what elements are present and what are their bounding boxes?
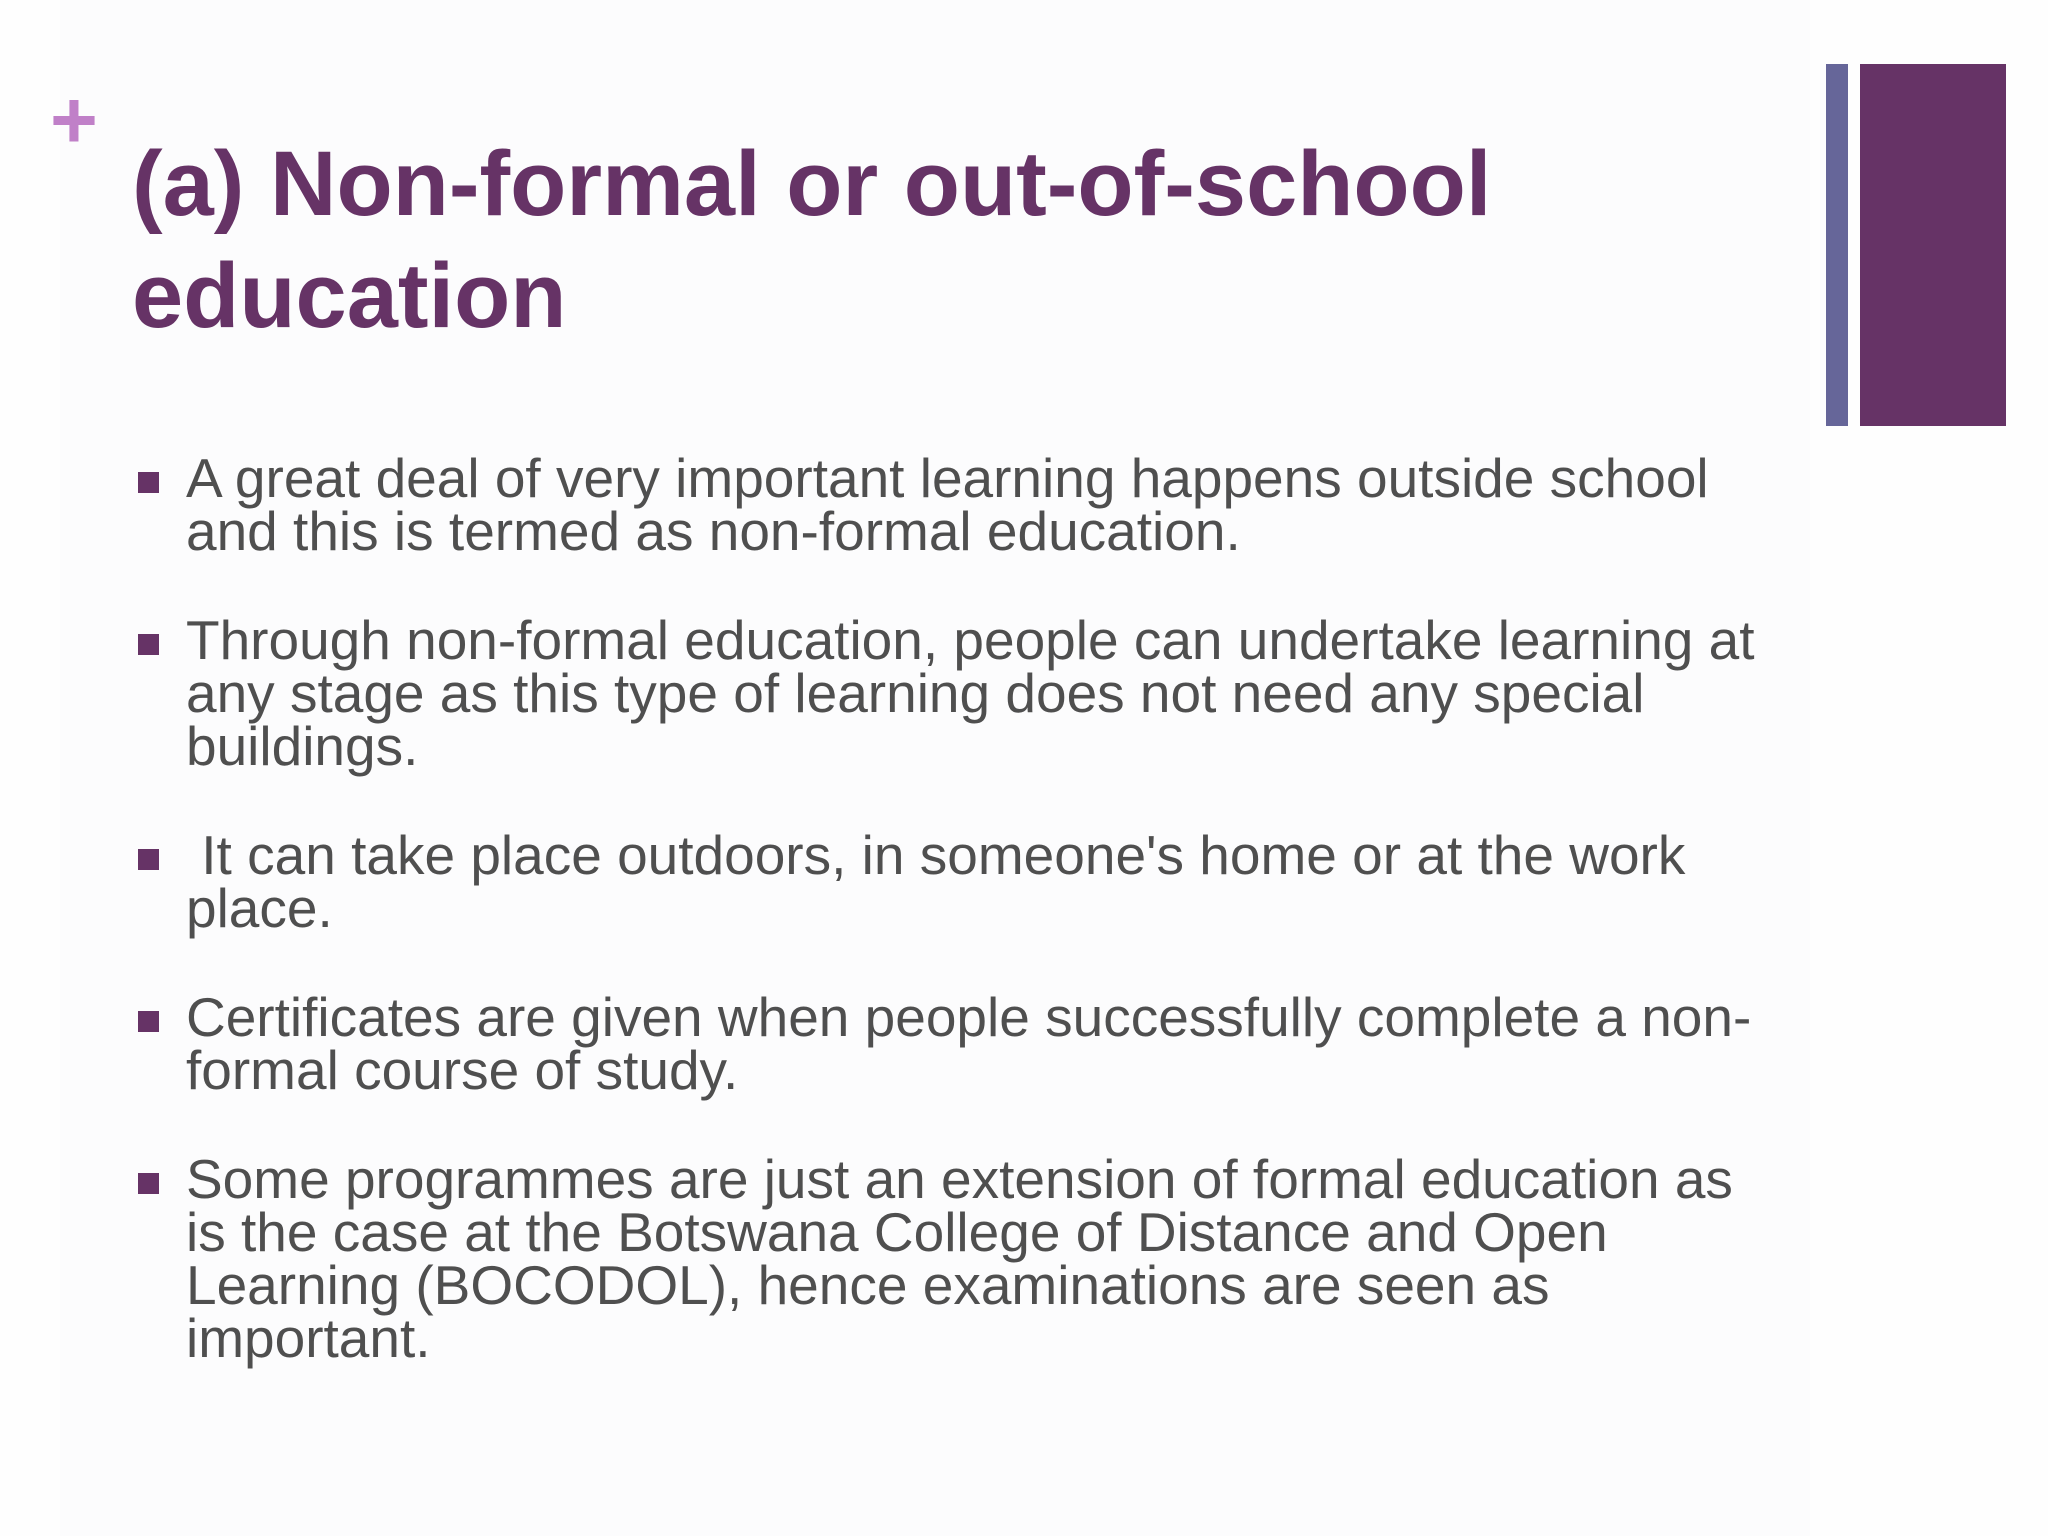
bullet-item (138, 447, 1778, 562)
slide-title: (a) Non-formal or out-of-school education (132, 133, 1492, 347)
square-bullet-icon (138, 1011, 159, 1032)
square-bullet-icon (138, 634, 159, 655)
bullet-item (138, 1148, 1778, 1369)
bullet-item (138, 609, 1778, 777)
bullet-text: A great deal of very important learning happens outside school and this is termed as non-formal education. (186, 447, 1724, 562)
bullet-text: Through non-formal education, people can undertake learning at any stage as this type of learning does not need any special buildings. (186, 609, 1770, 777)
square-bullet-icon (138, 849, 159, 870)
bullet-text: It can take place outdoors, in someone's home or at the work place. (186, 824, 1701, 939)
bullet-item (138, 986, 1778, 1101)
decorative-bar-thick (1860, 64, 2006, 426)
bullet-list (138, 447, 1778, 1421)
bullet-text: Some programmes are just an extension of formal education as is the case at the Botswana College of Distance and Open Learning (BOCODOL), hence examinations are seen as important. (186, 1148, 1749, 1369)
decorative-bar-thin (1826, 64, 1848, 426)
bullet-item (138, 824, 1778, 939)
bullet-text: Certificates are given when people successfully complete a non-formal course of study. (186, 986, 1752, 1101)
square-bullet-icon (138, 472, 159, 493)
square-bullet-icon (138, 1173, 159, 1194)
plus-icon: + (50, 75, 98, 166)
